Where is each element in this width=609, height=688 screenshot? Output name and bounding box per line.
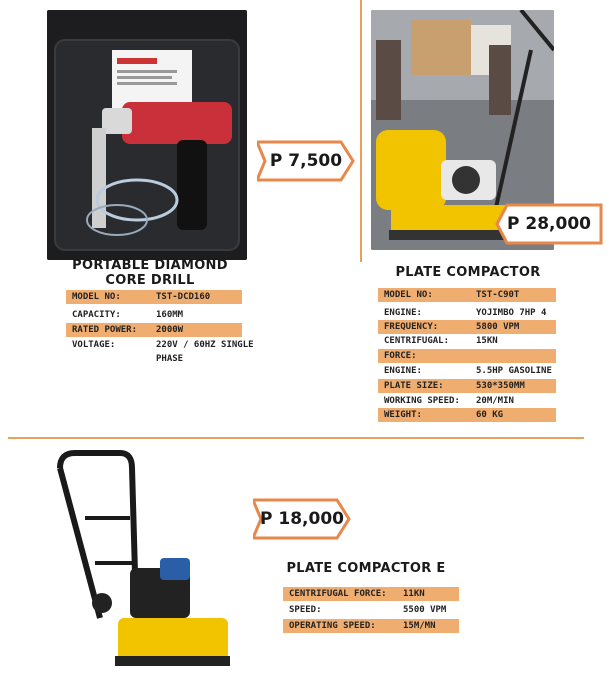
spec-row: CAPACITY: 160MM [72, 310, 184, 320]
price-plate-compactor: P 28,000 [507, 214, 591, 234]
price-tag-plate-compactor [495, 203, 603, 245]
spec-row: WORKING SPEED: 20M/MIN [384, 396, 514, 406]
spec-row: ENGINE: 5.5HP GASOLINE [384, 366, 552, 376]
spec-row: ENGINE: YOJIMBO 7HP 4 [384, 308, 547, 318]
spec-row: FORCE: [378, 349, 556, 363]
price-tag-core-drill [257, 140, 355, 182]
spec-row: FREQUENCY: 5800 VPM [378, 320, 556, 334]
spec-table-plate-compactor-e [283, 587, 459, 635]
vertical-divider [360, 0, 362, 262]
spec-row: MODEL NO: TST-C90T [378, 288, 556, 302]
plate-compactor-e-photo [40, 448, 230, 678]
price-tag-plate-compactor-e [253, 498, 351, 540]
product-title-plate-compactor: PLATE COMPACTOR [395, 265, 541, 280]
spec-table-plate-compactor [378, 288, 556, 423]
product-title-plate-compactor-e: PLATE COMPACTOR E [286, 561, 446, 576]
core-drill-photo [47, 10, 247, 260]
spec-row: MODEL NO: TST-DCD160 [66, 290, 242, 304]
spec-row: WEIGHT: 60 KG [378, 408, 556, 422]
spec-row: OPERATING SPEED: 15M/MN [283, 619, 459, 633]
spec-row: PLATE SIZE: 530*350MM [378, 379, 556, 393]
price-plate-compactor-e: P 18,000 [260, 509, 344, 529]
spec-table-core-drill [66, 290, 254, 370]
price-core-drill: P 7,500 [269, 151, 343, 171]
horizontal-divider [8, 437, 584, 439]
spec-row: RATED POWER: 2000W [66, 323, 242, 337]
product-title-core-drill: PORTABLE DIAMOND CORE DRILL [72, 258, 228, 288]
spec-row: PHASE [156, 354, 184, 364]
spec-row: SPEED: 5500 VPM [289, 605, 447, 615]
spec-row: CENTRIFUGAL: 15KN [384, 336, 498, 346]
spec-row: CENTRIFUGAL FORCE: 11KN [283, 587, 459, 601]
spec-row: VOLTAGE: 220V / 60HZ SINGLE [72, 340, 254, 350]
